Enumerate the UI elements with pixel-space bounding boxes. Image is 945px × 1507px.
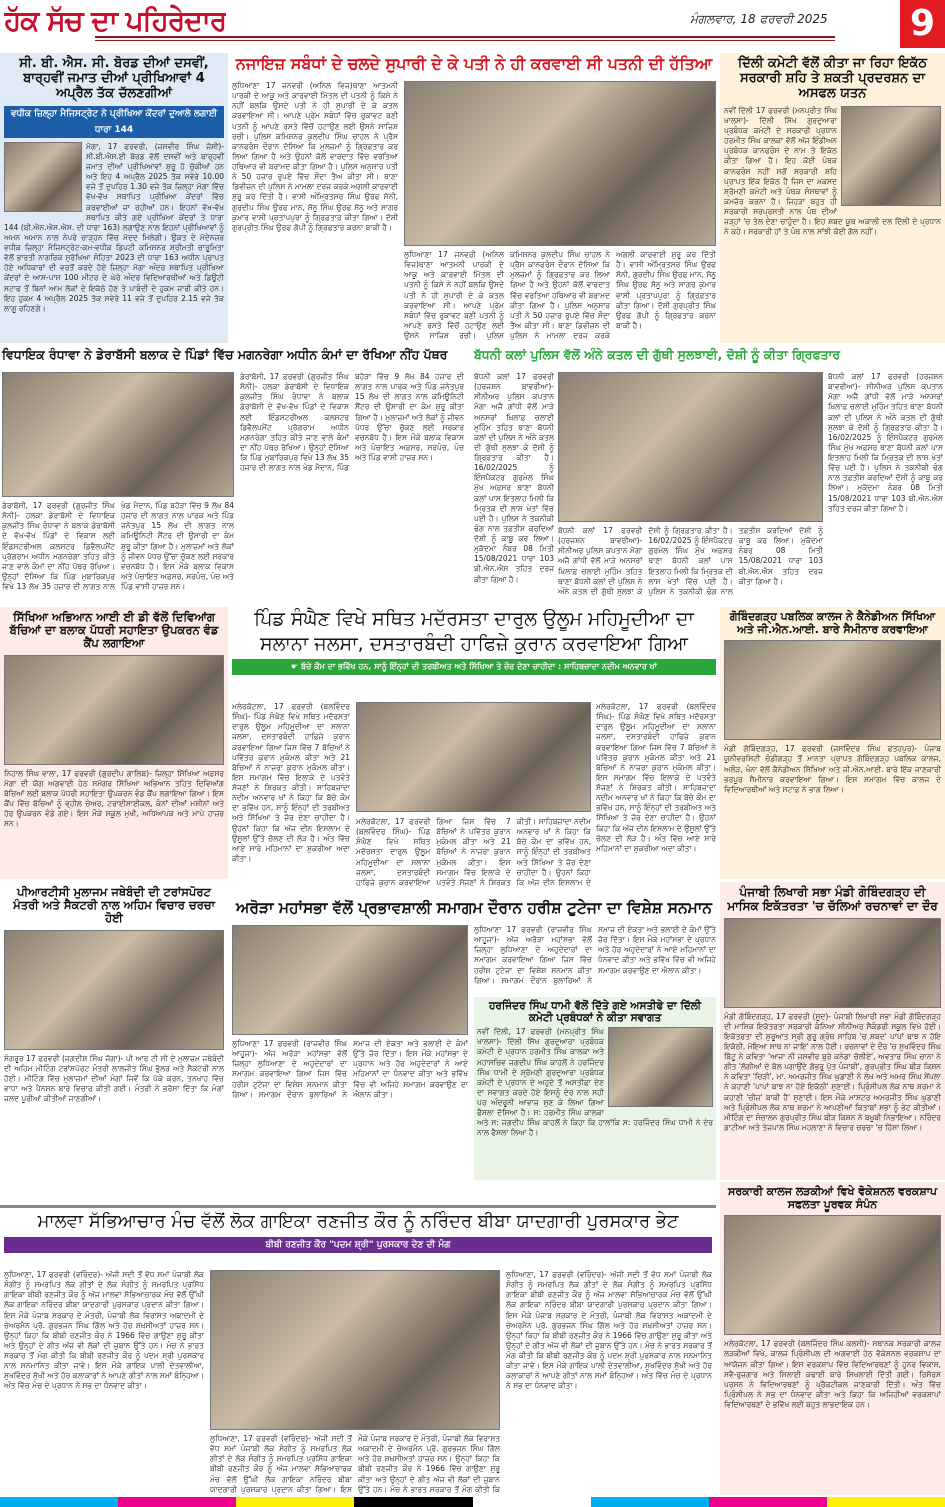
story-malwa: [0, 1205, 716, 1495]
article-body-cont: ਡੇਰਾਬੱਸੀ, 17 ਫਰਵਰੀ (ਗੁਰਜੀਤ ਸਿੰਘ ਸੋਨੀ)- ਹਲਕਾ ਡੇਰਾਬੱਸੀ ਦੇ ਵਿਧਾਇਕ ਕੁਲਜੀਤ ਸਿੰਘ ਰੰਧਾਵਾ ਨੇ ਬਲਾਕ ਡੇਰਾਬੱਸੀ ਦੇ ਵੱਖ-ਵੱਖ ਪਿੰਡਾਂ ਦੇ ਵਿਕਾਸ ਲਈ ਇੰਡਸਟਰੀਅਲ ਕਲਸਟਰ ਡਿਵੈਲਪਮੈਂਟ ਪ੍ਰੋਗਰਾਮ ਅਧੀਨ ਮਗਨਰੇਗਾ ਤਹਿਤ ਕੀਤੇ ਜਾਣ ਵਾਲੇ ਕੰਮਾਂ ਦਾ ਨੀਂਹ ਪੱਥਰ ਰੱਖਿਆ। ਉਨ੍ਹਾਂ ਦੱਸਿਆ ਕਿ ਪਿੰਡ ਮੁਬਾਰਿਕਪੁਰ ਵਿਖੇ 13 ਲੱਖ 35 ਹਜ਼ਾਰ ਦੀ ਲਾਗਤ ਨਾਲ ਖੇਡ ਮੈਦਾਨ, ਪਿੰਡ ਬਹੋੜਾ ਵਿੱਚ 9 ਲੱਖ 84 ਹਜ਼ਾਰ ਦੀ ਲਾਗਤ ਨਾਲ ਪਾਰਕ ਅਤੇ ਪਿੰਡ ਜਨੇਤਪੁਰ 15 ਲੱਖ ਦੀ ਲਾਗਤ ਨਾਲ ਕਮਿਊਨਿਟੀ ਸੈਂਟਰ ਦੀ ਉਸਾਰੀ ਦਾ ਕੰਮ ਸ਼ੁਰੂ ਕੀਤਾ ਗਿਆ ਹੈ। ਮੁਲਾਜ਼ਮਾਂ ਅਤੇ ਲੋਕਾਂ ਨੂੰ ਜੀਵਨ ਪੱਧਰ ਉੱਚਾ ਚੁੱਕਣ ਲਈ ਸਰਕਾਰ ਵਚਨਬੱਧ ਹੈ। ਇਸ ਮੌਕੇ ਬਲਾਕ ਵਿਕਾਸ ਅਤੇ ਪੰਚਾਇਤ ਅਫ਼ਸਰ, ਸਰਪੰਚ, ਪੰਚ ਅਤੇ ਪਿੰਡ ਵਾਸੀ ਹਾਜ਼ਰ ਸਨ।: [240, 372, 464, 473]
headline: ਮਾਲਵਾ ਸੱਭਿਆਚਾਰ ਮੰਚ ਵੱਲੋਂ ਲੋਕ ਗਾਇਕਾ ਰਣਜੀਤ ਕੌਰ ਨੂੰ ਨਰਿੰਦਰ ਬੀਬਾ ਯਾਦਗਾਰੀ ਪੁਰਸਕਾਰ ਭੇਟ: [37, 1211, 679, 1232]
article-body: ਮੰਡੀ ਗੋਬਿੰਦਗੜ੍ਹ, 17 ਫਰਵਰੀ (ਸੂਦ)- ਪੰਜਾਬੀ ਲਿਖਾਰੀ ਸਭਾ ਮੰਡੀ ਗੋਬਿੰਦਗੜ੍ਹ ਦੀ ਮਾਸਿਕ ਇਕੱਤਰਤਾ ਸਰਕਾਰੀ ਕੰਨਿਆ ਸੀਨੀਅਰ ਸੈਕੰਡਰੀ ਸਕੂਲ ਵਿਖੇ ਹੋਈ। ਇਕੱਤਰਤਾ ਦੀ ਸ਼ੁਰੂਆਤ ਸ੍ਰੀ ਗੁਰੂ ਗ੍ਰੰਥ ਸਾਹਿਬ 'ਚ ਸ਼ਬਦ' ਪਾਪਾਂ ਬਾਝ ਨ ਹੋਇ ਇਕੱਠੀ, ਮੋਇਆ ਸਾਥ ਨਾ ਜਾਇ' ਨਾਲ ਹੋਈ। ਰਚਨਾਵਾਂ ਦੇ ਦੌਰ 'ਚ ਸੁਖਵਿੰਦਰ ਸਿੰਘ ਬਿੱਟੂ ਨੇ ਕਵਿਤਾ 'ਆਜਾ ਨੀ ਜਸਵੀਰ ਬੁਰੇ ਕਨੇਡਾ ਚੱਲੀਏ', ਅਵਤਾਰ ਸਿੰਘ ਚਾਨਾ ਨੇ ਗੀਤ 'ਲੱਗੀਆਂ ਦੇ ਬੋਲ ਪਗਾਉਂਦੇ ਗੱਭਰੂ ਪੁੱਤ ਪੰਜਾਬੀ', ਗੁਰਪ੍ਰੀਤ ਸਿੰਘ ਬੀੜ ਕਿਸ਼ਨ ਨੇ ਕਵਿਤਾ 'ਚਿੜੀ', ਮਾ. ਅਮਰਜੀਤ ਸਿੰਘ ਘੁਡਾਣੀ ਨੇ ਲੇਖ ਅਤੇ ਅਮਰ ਸਿੰਘ ਸੇਂਪਲਾ ਨੇ ਕਹਾਣੀ 'ਪਾਪਾਂ ਬਾਝ ਨਾ ਹੋਏ ਇਕੱਠੀ' ਸੁਣਾਈ। ਪ੍ਰਿੰਸੀਪਲ ਲੋਕ ਨਾਥ ਸ਼ਰਮਾ ਨੇ ਕਹਾਣੀ 'ਚੀਜ਼' ਬਾਕੀ ਹੈ' ਸੁਣਾਈ। ਇਸ ਮੌਕੇ ਮਾਸਟਰ ਅਮਰਜੀਤ ਸਿੰਘ ਘੁਡਾਣੀ ਅਤੇ ਪ੍ਰਿੰਸੀਪਲ ਲੋਕ ਨਾਥ ਸ਼ਰਮਾ ਨੇ ਆਪਣੀਆਂ ਕਿਤਾਬਾਂ ਸਭਾ ਨੂੰ ਭੇਟ ਕੀਤੀਆਂ। ਮੀਟਿੰਗ ਦਾ ਸੰਚਾਲਨ ਗੁਰਪ੍ਰੀਤ ਸਿੰਘ ਬੀੜ ਕਿਸ਼ਨ ਨੇ ਬਖੂਬੀ ਨਿਭਾਇਆ। ਨਰਿੰਦਰ ਡਾਟੀਆ ਅਤੇ ਤੇਜਪਾਲ ਸਿੰਘ ਮਹਲਾਣਾ ਨੇ ਵਿਚਾਰ ਚਰਚਾ 'ਚ ਹਿੱਸਾ ਲਿਆ।: [724, 1011, 941, 1132]
headline: ਬੱਧਨੀ ਕਲਾਂ ਪੁਲਿਸ ਵੱਲੋਂ ਅੰਨੇ ਕਤਲ ਦੀ ਗੁੱਥੀ ਸੁਲਝਾਈ, ਦੋਸ਼ੀ ਨੂੰ ਕੀਤਾ ਗ੍ਰਿਫਤਾਰ: [474, 347, 840, 362]
headline: ਦਿੱਲੀ ਕਮੇਟੀ ਵੱਲੋਂ ਕੀਤਾ ਜਾ ਰਿਹਾ ਇਕੱਠ ਸਰਕਾਰੀ ਸ਼ਹਿ ਤੇ ਸ਼ਕਤੀ ਪ੍ਰਦਰਸ਼ਨ ਦਾ ਅਸਫਲ ਯਤਨ: [738, 56, 927, 101]
issue-date: ਮੰਗਲਵਾਰ, 18 ਫਰਵਰੀ 2025: [690, 12, 828, 26]
article-body: ਮਲੇਰਕੋਟਲਾ, 17 ਫਰਵਰੀ (ਬਲਵਿੰਦਰ ਸਿੰਘ)- ਪਿੰਡ ਸੰਘੈਣ ਵਿਖੇ ਸਥਿਤ ਮਦੱਰਸਤਾ ਦਾਰੁਲ ਉਲੂਮ ਮਹਿਮੂਦੀਆ ਦਾ ਸਲਾਨਾ ਜਲਸਾ, ਦਸਤਾਰਬੰਦੀ ਹਾਫਿਜ਼ੇ ਕੁਰਾਨ ਕਰਵਾਇਆ ਗਿਆ ਜਿਸ ਵਿੱਚ 7 ਬੱਚਿਆਂ ਨੇ ਪਵਿੱਤਰ ਕੁਰਾਨ ਮੁਕੰਮਲ ਕੀਤਾ ਅਤੇ 21 ਬੱਚਿਆਂ ਨੇ ਨਾਜ਼ਰਾ ਕੁਰਾਨ ਮੁਕੰਮਲ ਕੀਤਾ। ਇਸ ਸਮਾਗਮ ਵਿੱਚ ਇਲਾਕੇ ਦੇ ਪਤਵੰਤੇ ਸੱਜਣਾਂ ਨੇ ਸ਼ਿਰਕਤ ਕੀਤੀ। ਸਾਹਿਬਜ਼ਾਦਾ ਨਦੀਮ ਅਨਵਾਰ ਖਾਂ ਨੇ ਕਿਹਾ ਕਿ ਬੱਚੇ ਕੌਮ ਦਾ ਭਵਿੱਖ ਹਨ, ਸਾਨੂੰ ਇੰਨ੍ਹਾਂ ਦੀ ਤਰਬੀਅਤ ਅਤੇ ਸਿੱਖਿਆ ਤੇ ਜ਼ੋਰ ਦੇਣਾ ਚਾਹੀਦਾ ਹੈ। ਉਹਨਾਂ ਕਿਹਾ ਕਿ ਅੱਜ ਦੀਨ ਇਸਲਾਮ ਦੇ ਉਸੂਲਾਂ ਉੱਤੇ ਚੱਲਣ ਦੀ ਲੋੜ ਹੈ। ਅੰਤ ਵਿੱਚ ਆਏ ਸਾਰੇ ਮਹਿਮਾਨਾਂ ਦਾ ਸ਼ੁਕਰੀਆ ਅਦਾ ਕੀਤਾ।: [232, 702, 350, 863]
headline: ਹਰਜਿੰਦਰ ਸਿੰਘ ਧਾਮੀ ਵੱਲੋਂ ਦਿੱਤੇ ਗਏ ਅਸਤੀਫੇ ਦਾ ਦਿੱਲੀ ਕਮੇਟੀ ਪ੍ਰਬੰਧਕਾਂ ਨੇ ਕੀਤਾ ਸਵਾਗਤ: [488, 1000, 702, 1025]
newspaper-logo: ਹੱਕ ਸੱਚ ਦਾ ਪਹਿਰੇਦਾਰ: [4, 4, 227, 37]
article-body-cont: ਲੁਧਿਆਣਾ 17 ਜਨਵਰੀ (ਅਨਿਲ ਵਿਜ)ਥਾਣਾ ਆਤਮਨੀ ਪਾਰਕੀ ਦੇ ਆਕੂ ਅਤੇ ਕਾਰਵਾਈ ਮਿੱਤਲ ਦੀ ਪਤਨੀ ਨੂੰ ਕਿਸੇ ਨੇ ਨਹੀਂ ਬਲਕਿ ਉਸਦੇ ਪਤੀ ਨੇ ਹੀ ਸੁਪਾਰੀ ਦੇ ਕੇ ਕਤਲ ਕਰਵਾਇਆ ਸੀ। ਆਪਣੇ ਪ੍ਰੇਮ ਸਬੰਧਾਂ ਵਿੱਚ ਰੁਕਾਵਟ ਬਣੀ ਪਤਨੀ ਨੂੰ ਆਪਣੇ ਰਸਤੇ ਵਿੱਚੋਂ ਹਟਾਉਣ ਲਈ ਉਸਨੇ ਸਾਜ਼ਿਸ਼ ਰਚੀ। ਪੁਲਿਸ ਕਮਿਸ਼ਨਰ ਕੁਲਦੀਪ ਸਿੰਘ ਚਾਹਲ ਨੇ ਪ੍ਰੈਸ ਕਾਨਫਰੰਸ ਦੌਰਾਨ ਦੱਸਿਆ ਕਿ ਮੁਲਜ਼ਮਾਂ ਨੂੰ ਗ੍ਰਿਫ਼ਤਾਰ ਕਰ ਲਿਆ ਗਿਆ ਹੈ ਅਤੇ ਉਹਨਾਂ ਕੋਲੋਂ ਵਾਰਦਾਤ ਵਿੱਚ ਵਰਤਿਆ ਹਥਿਆਰ ਵੀ ਬਰਾਮਦ ਕੀਤਾ ਗਿਆ ਹੈ। ਪੁਲਿਸ ਅਨੁਸਾਰ ਪਤੀ ਨੇ 50 ਹਜ਼ਾਰ ਰੁਪਏ ਵਿੱਚ ਸੌਦਾ ਤੈਅ ਕੀਤਾ ਸੀ। ਥਾਣਾ ਡਿਵੀਜ਼ਨ ਦੀ ਪੁਲਿਸ ਨੇ ਮਾਮਲਾ ਦਰਜ ਕਰਕੇ ਅਗਲੀ ਕਾਰਵਾਈ ਸ਼ੁਰੂ ਕਰ ਦਿੱਤੀ ਹੈ। ਵਾਸੀ ਅੰਮ੍ਰਿਤਸਰ ਸਿੰਘ ਉਰਫ ਸੋਨੀ, ਗੁਰਦੀਪ ਸਿੰਘ ਉਰਫ ਮਾਨ, ਸੋਨੂ ਸਿੰਘ ਉਰਫ ਸੋਨੂ ਅਤੇ ਸਾਗਰ ਕੁਮਾਰ ਵਾਸੀ ਪ੍ਰਤਾਪਪੁਰਾ ਨੂੰ ਗ੍ਰਿਫ਼ਤਾਰ ਕੀਤਾ ਗਿਆ। ਦੋਸ਼ੀ ਗੁਰਪ੍ਰੀਤ ਸਿੰਘ ਉਰਫ ਗੋਪੀ ਨੂੰ ਗ੍ਰਿਫਤਾਰ ਕਰਨਾ ਬਾਕੀ ਹੈ।: [404, 250, 716, 340]
page-number: 9: [900, 0, 945, 48]
masthead-rule: [95, 36, 835, 41]
article-body: ਬੱਧਨੀ ਕਲਾਂ 17 ਫਰਵਰੀ (ਹਰਜਸ਼ਨ ਬਾਵਰੀਆ)- ਸੀਨੀਅਰ ਪੁਲਿਸ ਕਪਤਾਨ ਮੋਗਾ ਅਜੈ ਗਾਂਧੀ ਵੱਲੋਂ ਮਾੜੇ ਅਨਸਰਾਂ ਖ਼ਿਲਾਫ਼ ਚਲਾਈ ਮੁਹਿੰਮ ਤਹਿਤ ਥਾਣਾ ਬੱਧਨੀ ਕਲਾਂ ਦੀ ਪੁਲਿਸ ਨੇ ਅੰਨੇ ਕਤਲ ਦੀ ਗੁੱਥੀ ਸੁਲਝਾ ਕੇ ਦੋਸ਼ੀ ਨੂੰ ਗ੍ਰਿਫ਼ਤਾਰ ਕੀਤਾ ਹੈ। 16/02/2025 ਨੂੰ ਇੰਸਪੈਕਟਰ ਗੁਰਮੇਲ ਸਿੰਘ ਮੁੱਖ ਅਫ਼ਸਰ ਥਾਣਾ ਬੱਧਨੀ ਕਲਾਂ ਪਾਸ ਇਤਲਾਹ ਮਿਲੀ ਕਿ ਮ੍ਰਿਤਕ ਦੀ ਲਾਸ਼ ਖੇਤਾਂ ਵਿੱਚ ਪਈ ਹੈ। ਪੁਲਿਸ ਨੇ ਤਕਨੀਕੀ ਢੰਗ ਨਾਲ ਤਫ਼ਤੀਸ਼ ਕਰਦਿਆਂ ਦੋਸ਼ੀ ਨੂੰ ਕਾਬੂ ਕਰ ਲਿਆ। ਮੁਕੱਦਮਾ ਨੰਬਰ 08 ਮਿਤੀ 15/08/2021 ਧਾਰਾ 103 ਬੀ.ਐਨ.ਐਸ ਤਹਿਤ ਦਰਜ ਕੀਤਾ ਗਿਆ ਹੈ।: [474, 372, 554, 584]
article-body-cont: ਬੱਧਨੀ ਕਲਾਂ 17 ਫਰਵਰੀ (ਹਰਜਸ਼ਨ ਬਾਵਰੀਆ)- ਸੀਨੀਅਰ ਪੁਲਿਸ ਕਪਤਾਨ ਮੋਗਾ ਅਜੈ ਗਾਂਧੀ ਵੱਲੋਂ ਮਾੜੇ ਅਨਸਰਾਂ ਖ਼ਿਲਾਫ਼ ਚਲਾਈ ਮੁਹਿੰਮ ਤਹਿਤ ਥਾਣਾ ਬੱਧਨੀ ਕਲਾਂ ਦੀ ਪੁਲਿਸ ਨੇ ਅੰਨੇ ਕਤਲ ਦੀ ਗੁੱਥੀ ਸੁਲਝਾ ਕੇ ਦੋਸ਼ੀ ਨੂੰ ਗ੍ਰਿਫ਼ਤਾਰ ਕੀਤਾ ਹੈ। 16/02/2025 ਨੂੰ ਇੰਸਪੈਕਟਰ ਗੁਰਮੇਲ ਸਿੰਘ ਮੁੱਖ ਅਫ਼ਸਰ ਥਾਣਾ ਬੱਧਨੀ ਕਲਾਂ ਪਾਸ ਇਤਲਾਹ ਮਿਲੀ ਕਿ ਮ੍ਰਿਤਕ ਦੀ ਲਾਸ਼ ਖੇਤਾਂ ਵਿੱਚ ਪਈ ਹੈ। ਪੁਲਿਸ ਨੇ ਤਕਨੀਕੀ ਢੰਗ ਨਾਲ ਤਫ਼ਤੀਸ਼ ਕਰਦਿਆਂ ਦੋਸ਼ੀ ਨੂੰ ਕਾਬੂ ਕਰ ਲਿਆ। ਮੁਕੱਦਮਾ ਨੰਬਰ 08 ਮਿਤੀ 15/08/2021 ਧਾਰਾ 103 ਬੀ.ਐਨ.ਐਸ ਤਹਿਤ ਦਰਜ ਕੀਤਾ ਗਿਆ ਹੈ।: [558, 526, 823, 596]
story-likhari: [720, 882, 945, 1180]
photo: [356, 702, 591, 812]
article-body-cont: ਮਲੇਰਕੋਟਲਾ, 17 ਫਰਵਰੀ (ਬਲਵਿੰਦਰ ਸਿੰਘ)- ਪਿੰਡ ਸੰਘੈਣ ਵਿਖੇ ਸਥਿਤ ਮਦੱਰਸਤਾ ਦਾਰੁਲ ਉਲੂਮ ਮਹਿਮੂਦੀਆ ਦਾ ਸਲਾਨਾ ਜਲਸਾ, ਦਸਤਾਰਬੰਦੀ ਹਾਫਿਜ਼ੇ ਕੁਰਾਨ ਕਰਵਾਇਆ ਗਿਆ ਜਿਸ ਵਿੱਚ 7 ਬੱਚਿਆਂ ਨੇ ਪਵਿੱਤਰ ਕੁਰਾਨ ਮੁਕੰਮਲ ਕੀਤਾ ਅਤੇ 21 ਬੱਚਿਆਂ ਨੇ ਨਾਜ਼ਰਾ ਕੁਰਾਨ ਮੁਕੰਮਲ ਕੀਤਾ। ਇਸ ਸਮਾਗਮ ਵਿੱਚ ਇਲਾਕੇ ਦੇ ਪਤਵੰਤੇ ਸੱਜਣਾਂ ਨੇ ਸ਼ਿਰਕਤ ਕੀਤੀ। ਸਾਹਿਬਜ਼ਾਦਾ ਨਦੀਮ ਅਨਵਾਰ ਖਾਂ ਨੇ ਕਿਹਾ ਕਿ ਬੱਚੇ ਕੌਮ ਦਾ ਭਵਿੱਖ ਹਨ, ਸਾਨੂੰ ਇੰਨ੍ਹਾਂ ਦੀ ਤਰਬੀਅਤ ਅਤੇ ਸਿੱਖਿਆ ਤੇ ਜ਼ੋਰ ਦੇਣਾ ਚਾਹੀਦਾ ਹੈ। ਉਹਨਾਂ ਕਿਹਾ ਕਿ ਅੱਜ ਦੀਨ ਇਸਲਾਮ ਦੇ: [356, 817, 591, 887]
story-sikhia: [0, 607, 228, 879]
article-body-side: ਲੁਧਿਆਣਾ, 17 ਫਰਵਰੀ (ਵਰਿੰਦਰ)- ਅੱਜੀ ਸਦੀ ਤੋਂ ਵੱਧ ਸਮਾਂ ਪੰਜਾਬੀ ਲੋਕ ਸੰਗੀਤ ਨੂੰ ਸਮਰਪਿਤ ਲੋਕ ਗੀਤਾਂ ਦੇ ਲੋਕ ਸੰਗੀਤ ਨੂੰ ਸਮਰਪਿਤ ਪ੍ਰਸਿੱਧ ਗਾਇਕਾ ਬੀਬੀ ਰਣਜੀਤ ਕੌਰ ਨੂੰ ਅੱਜ ਮਾਲਵਾ ਸੱਭਿਆਚਾਰਕ ਮੰਚ ਵੱਲੋਂ ਉੱਘੀ ਲੋਕ ਗਾਇਕਾ ਨਰਿੰਦਰ ਬੀਬਾ ਯਾਦਗਾਰੀ ਪੁਰਸਕਾਰ ਪ੍ਰਦਾਨ ਕੀਤਾ ਗਿਆ। ਇਸ ਮੌਕੇ ਪੰਜਾਬ ਸਰਕਾਰ ਦੇ ਮੰਤਰੀ, ਪੰਜਾਬੀ ਲੋਕ ਵਿਰਾਸਤ ਅਕਾਦਮੀ ਦੇ ਚੇਅਰਮੈਨ ਪ੍ਰੋ. ਗੁਰਭਜਨ ਸਿੰਘ ਗਿੱਲ ਅਤੇ ਹੋਰ ਸ਼ਖ਼ਸੀਅਤਾਂ ਹਾਜ਼ਰ ਸਨ। ਉਨ੍ਹਾਂ ਕਿਹਾ ਕਿ ਬੀਬੀ ਰਣਜੀਤ ਕੌਰ ਨੇ 1966 ਵਿੱਚ ਗਾਉਣਾ ਸ਼ੁਰੂ ਕੀਤਾ ਅਤੇ ਉਨ੍ਹਾਂ ਦੇ ਗੀਤ ਅੱਜ ਵੀ ਲੋਕਾਂ ਦੀ ਜ਼ੁਬਾਨ ਉੱਤੇ ਹਨ। ਮੰਚ ਨੇ ਭਾਰਤ ਸਰਕਾਰ ਤੋਂ ਮੰਗ ਕੀਤੀ ਕਿ ਬੀਬੀ ਰਣਜੀਤ ਕੌਰ ਨੂੰ ਪਦਮ ਸ਼੍ਰੀ ਪੁਰਸਕਾਰ ਨਾਲ ਸਨਮਾਨਿਤ ਕੀਤਾ ਜਾਵੇ। ਇਸ ਮੌਕੇ ਗਾਇਕ ਪਾਲੀ ਦੇਤਵਾਲੀਆ, ਸੁਖਵਿੰਦਰ ਸੁੱਖੀ ਅਤੇ ਹੋਰ ਕਲਾਕਾਰਾਂ ਨੇ ਆਪਣੇ ਗੀਤਾਂ ਨਾਲ ਸਮਾਂ ਬੰਨ੍ਹਿਆ। ਅੰਤ ਵਿੱਚ ਮੰਚ ਦੇ ਪ੍ਰਧਾਨ ਨੇ ਸਭ ਦਾ ਧੰਨਵਾਦ ਕੀਤਾ।: [506, 1270, 712, 1391]
story-madrasa: [232, 607, 716, 895]
photo: [724, 640, 941, 740]
article-body-cont: ਲੁਧਿਆਣਾ, 17 ਫਰਵਰੀ (ਵਰਿੰਦਰ)- ਅੱਜੀ ਸਦੀ ਤੋਂ ਵੱਧ ਸਮਾਂ ਪੰਜਾਬੀ ਲੋਕ ਸੰਗੀਤ ਨੂੰ ਸਮਰਪਿਤ ਲੋਕ ਗੀਤਾਂ ਦੇ ਲੋਕ ਸੰਗੀਤ ਨੂੰ ਸਮਰਪਿਤ ਪ੍ਰਸਿੱਧ ਗਾਇਕਾ ਬੀਬੀ ਰਣਜੀਤ ਕੌਰ ਨੂੰ ਅੱਜ ਮਾਲਵਾ ਸੱਭਿਆਚਾਰਕ ਮੰਚ ਵੱਲੋਂ ਉੱਘੀ ਲੋਕ ਗਾਇਕਾ ਨਰਿੰਦਰ ਬੀਬਾ ਯਾਦਗਾਰੀ ਪੁਰਸਕਾਰ ਪ੍ਰਦਾਨ ਕੀਤਾ ਗਿਆ। ਇਸ ਮੌਕੇ ਪੰਜਾਬ ਸਰਕਾਰ ਦੇ ਮੰਤਰੀ, ਪੰਜਾਬੀ ਲੋਕ ਵਿਰਾਸਤ ਅਕਾਦਮੀ ਦੇ ਚੇਅਰਮੈਨ ਪ੍ਰੋ. ਗੁਰਭਜਨ ਸਿੰਘ ਗਿੱਲ ਅਤੇ ਹੋਰ ਸ਼ਖ਼ਸੀਅਤਾਂ ਹਾਜ਼ਰ ਸਨ। ਉਨ੍ਹਾਂ ਕਿਹਾ ਕਿ ਬੀਬੀ ਰਣਜੀਤ ਕੌਰ ਨੇ 1966 ਵਿੱਚ ਗਾਉਣਾ ਸ਼ੁਰੂ ਕੀਤਾ ਅਤੇ ਉਨ੍ਹਾਂ ਦੇ ਗੀਤ ਅੱਜ ਵੀ ਲੋਕਾਂ ਦੀ ਜ਼ੁਬਾਨ ਉੱਤੇ ਹਨ। ਮੰਚ ਨੇ ਭਾਰਤ ਸਰਕਾਰ ਤੋਂ ਮੰਗ ਕੀਤੀ ਕਿ: [210, 1434, 500, 1494]
article-body: ਸੰਗਰੂਰ 17 ਫਰਵਰੀ (ਜਗਦੀਸ਼ ਸਿੰਘ ਜੱਗਾ)- ਪੀ ਆਰ ਟੀ ਸੀ ਦੇ ਮੁਲਾਜ਼ਮ ਜਥੇਬੰਦੀ ਦੀ ਅਹਿਮ ਮੀਟਿੰਗ ਟਰਾਂਸਪੋਰਟ ਮੰਤਰੀ ਲਾਲਜੀਤ ਸਿੰਘ ਭੁੱਲਰ ਅਤੇ ਸੈਕਟਰੀ ਨਾਲ ਹੋਈ। ਮੀਟਿੰਗ ਵਿੱਚ ਮੁਲਾਜ਼ਮਾਂ ਦੀਆਂ ਮੰਗਾਂ ਜਿਵੇਂ ਕਿ ਪੱਕੇ ਕਰਨ, ਤਨਖਾਹ ਵਿੱਚ ਵਾਧਾ ਅਤੇ ਪੈਨਸ਼ਨ ਬਾਰੇ ਵਿਚਾਰ ਕੀਤੀ ਗਈ। ਮੰਤਰੀ ਨੇ ਭਰੋਸਾ ਦਿੱਤਾ ਕਿ ਮੰਗਾਂ ਜਲਦ ਪੂਰੀਆਂ ਕੀਤੀਆਂ ਜਾਣਗੀਆਂ।: [4, 1053, 224, 1104]
article-body-cont: ਲੁਧਿਆਣਾ 17 ਫਰਵਰੀ (ਰਾਜਵੀਰ ਸਿੰਘ ਆਹੂਜਾ)- ਅੱਜ ਅਰੋੜਾ ਮਹਾਂਸਭਾ ਵੱਲੋਂ ਜ਼ਿਲ੍ਹਾ ਲੁਧਿਆਣਾ ਦੇ ਅਹੁਦੇਦਾਰਾਂ ਦਾ ਸਮਾਗਮ ਕਰਵਾਇਆ ਗਿਆ ਜਿਸ ਵਿੱਚ ਹਰੀਸ਼ ਟੁਟੇਜਾ ਦਾ ਵਿਸ਼ੇਸ਼ ਸਨਮਾਨ ਕੀਤਾ ਗਿਆ। ਸਮਾਗਮ ਦੌਰਾਨ ਬੁਲਾਰਿਆਂ ਨੇ ਸਮਾਜ ਦੀ ਏਕਤਾ ਅਤੇ ਭਲਾਈ ਦੇ ਕੰਮਾਂ ਉੱਤੇ ਜ਼ੋਰ ਦਿੱਤਾ। ਇਸ ਮੌਕੇ ਮਹਾਂਸਭਾ ਦੇ ਪ੍ਰਧਾਨ ਅਤੇ ਹੋਰ ਅਹੁਦੇਦਾਰਾਂ ਨੇ ਆਏ ਮਹਿਮਾਨਾਂ ਦਾ ਧੰਨਵਾਦ ਕੀਤਾ ਅਤੇ ਭਵਿੱਖ ਵਿੱਚ ਵੀ ਅਜਿਹੇ ਸਮਾਗਮ ਕਰਵਾਉਣ ਦਾ ਐਲਾਨ ਕੀਤਾ।: [474, 925, 716, 985]
article-body: ਮਲੇਰਕੋਟਲਾ, 17 ਫਰਵਰੀ (ਬਲਜਿੰਦਰ ਸਿੰਘ ਕਲਸੀ)- ਸਥਾਨਕ ਸਰਕਾਰੀ ਕਾਲਜ ਲੜਕੀਆਂ ਵਿਖੇ, ਕਾਲਜ ਪ੍ਰਿੰਸੀਪਲ ਦੀ ਅਗਵਾਈ ਹੇਠ ਵੋਕੇਸ਼ਨਲ ਵਰਕਸ਼ਾਪ ਦਾ ਆਯੋਜਨ ਕੀਤਾ ਗਿਆ। ਇਸ ਵਰਕਸ਼ਾਪ ਵਿੱਚ ਵਿਦਿਆਰਥਣਾਂ ਨੂੰ ਹੁਨਰ ਵਿਕਾਸ, ਸਵੈ-ਰੁਜ਼ਗਾਰ ਅਤੇ ਸਿਲਾਈ ਕਢਾਈ ਬਾਰੇ ਸਿਖਲਾਈ ਦਿੱਤੀ ਗਈ। ਰਿਸੋਰਸ ਪਰਸਨ ਨੇ ਵਿਦਿਆਰਥਣਾਂ ਨੂੰ ਪ੍ਰੈਕਟੀਕਲ ਜਾਣਕਾਰੀ ਦਿੱਤੀ। ਅੰਤ ਵਿੱਚ ਪ੍ਰਿੰਸੀਪਲ ਨੇ ਸਭ ਦਾ ਧੰਨਵਾਦ ਕੀਤਾ ਅਤੇ ਕਿਹਾ ਕਿ ਅਜਿਹੀਆਂ ਵਰਕਸ਼ਾਪਾਂ ਵਿਦਿਆਰਥਣਾਂ ਦੇ ਭਵਿੱਖ ਲਈ ਬਹੁਤ ਲਾਭਦਾਇਕ ਹਨ।: [724, 1339, 941, 1410]
photo: [841, 106, 941, 206]
story-dhami: [474, 997, 716, 1180]
photo: [4, 930, 224, 1050]
story-randhawa: [0, 346, 466, 604]
story-badhni: [472, 346, 945, 604]
masthead: [0, 0, 945, 52]
photo: [404, 81, 716, 246]
color-registration-bar: [0, 1497, 945, 1507]
article-body: ਲੁਧਿਆਣਾ 17 ਜਨਵਰੀ (ਅਨਿਲ ਵਿਜ)ਥਾਣਾ ਆਤਮਨੀ ਪਾਰਕੀ ਦੇ ਆਕੂ ਅਤੇ ਕਾਰਵਾਈ ਮਿੱਤਲ ਦੀ ਪਤਨੀ ਨੂੰ ਕਿਸੇ ਨੇ ਨਹੀਂ ਬਲਕਿ ਉਸਦੇ ਪਤੀ ਨੇ ਹੀ ਸੁਪਾਰੀ ਦੇ ਕੇ ਕਤਲ ਕਰਵਾਇਆ ਸੀ। ਆਪਣੇ ਪ੍ਰੇਮ ਸਬੰਧਾਂ ਵਿੱਚ ਰੁਕਾਵਟ ਬਣੀ ਪਤਨੀ ਨੂੰ ਆਪਣੇ ਰਸਤੇ ਵਿੱਚੋਂ ਹਟਾਉਣ ਲਈ ਉਸਨੇ ਸਾਜ਼ਿਸ਼ ਰਚੀ। ਪੁਲਿਸ ਕਮਿਸ਼ਨਰ ਕੁਲਦੀਪ ਸਿੰਘ ਚਾਹਲ ਨੇ ਪ੍ਰੈਸ ਕਾਨਫਰੰਸ ਦੌਰਾਨ ਦੱਸਿਆ ਕਿ ਮੁਲਜ਼ਮਾਂ ਨੂੰ ਗ੍ਰਿਫ਼ਤਾਰ ਕਰ ਲਿਆ ਗਿਆ ਹੈ ਅਤੇ ਉਹਨਾਂ ਕੋਲੋਂ ਵਾਰਦਾਤ ਵਿੱਚ ਵਰਤਿਆ ਹਥਿਆਰ ਵੀ ਬਰਾਮਦ ਕੀਤਾ ਗਿਆ ਹੈ। ਪੁਲਿਸ ਅਨੁਸਾਰ ਪਤੀ ਨੇ 50 ਹਜ਼ਾਰ ਰੁਪਏ ਵਿੱਚ ਸੌਦਾ ਤੈਅ ਕੀਤਾ ਸੀ। ਥਾਣਾ ਡਿਵੀਜ਼ਨ ਦੀ ਪੁਲਿਸ ਨੇ ਮਾਮਲਾ ਦਰਜ ਕਰਕੇ ਅਗਲੀ ਕਾਰਵਾਈ ਸ਼ੁਰੂ ਕਰ ਦਿੱਤੀ ਹੈ। ਵਾਸੀ ਅੰਮ੍ਰਿਤਸਰ ਸਿੰਘ ਉਰਫ ਸੋਨੀ, ਗੁਰਦੀਪ ਸਿੰਘ ਉਰਫ ਮਾਨ, ਸੋਨੂ ਸਿੰਘ ਉਰਫ ਸੋਨੂ ਅਤੇ ਸਾਗਰ ਕੁਮਾਰ ਵਾਸੀ ਪ੍ਰਤਾਪਪੁਰਾ ਨੂੰ ਗ੍ਰਿਫ਼ਤਾਰ ਕੀਤਾ ਗਿਆ। ਦੋਸ਼ੀ ਗੁਰਪ੍ਰੀਤ ਸਿੰਘ ਉਰਫ ਗੋਪੀ ਨੂੰ ਗ੍ਰਿਫਤਾਰ ਕਰਨਾ ਬਾਕੀ ਹੈ।: [232, 81, 398, 232]
article-body: ਨਵੀਂ ਦਿੱਲੀ, 17 ਫਰਵਰੀ (ਮਨਪ੍ਰੀਤ ਸਿੰਘ ਖਾਲਸਾ)- ਦਿੱਲੀ ਸਿੱਖ ਗੁਰਦੁਆਰਾ ਪ੍ਰਬੰਧਕ ਕਮੇਟੀ ਦੇ ਪ੍ਰਧਾਨ ਹਰਮੀਤ ਸਿੰਘ ਕਾਲਕਾ ਅਤੇ ਮਹਾਸਚਿਵ ਜਗਦੀਪ ਸਿੰਘ ਕਾਹਲੋਂ ਨੇ ਹਰਜਿੰਦਰ ਸਿੰਘ ਧਾਮੀ ਦੇ ਸ਼੍ਰੋਮਣੀ ਗੁਰਦੁਆਰਾ ਪ੍ਰਬੰਧਕ ਕਮੇਟੀ ਦੇ ਪ੍ਰਧਾਨ ਦੇ ਅਹੁਦੇ ਤੋਂ ਅਸਤੀਫਾ ਦੇਣ ਦਾ ਸਵਾਗਤ ਕਰਦੇ ਹੋਏ ਇਸਨੂੰ ਦੇਰ ਨਾਲ ਸਹੀ ਪਰ ਅੰਦਰੂਨੀ ਆਵਾਜ਼ ਸੁਣ ਕੇ ਲਿਆ ਗਿਆ ਫੈਸਲਾ ਦੱਸਿਆ ਹੈ। ਸ: ਹਰਮੀਤ ਸਿੰਘ ਕਾਲਕਾ ਅਤੇ ਸ: ਜਗਦੀਪ ਸਿੰਘ ਕਾਹਲੋਂ ਨੇ ਕਿਹਾ ਕਿ ਹਾਲਾਂਕਿ ਸ: ਹਰਜਿੰਦਰ ਸਿੰਘ ਧਾਮੀ ਨੇ ਦੇਰ ਨਾਲ ਫੈਸਲਾ ਲਿਆ ਹੈ।: [477, 1027, 713, 1138]
photo: [608, 1027, 713, 1107]
photo: [232, 925, 468, 1035]
article-body: ਲੁਧਿਆਣਾ, 17 ਫਰਵਰੀ (ਵਰਿੰਦਰ)- ਅੱਜੀ ਸਦੀ ਤੋਂ ਵੱਧ ਸਮਾਂ ਪੰਜਾਬੀ ਲੋਕ ਸੰਗੀਤ ਨੂੰ ਸਮਰਪਿਤ ਲੋਕ ਗੀਤਾਂ ਦੇ ਲੋਕ ਸੰਗੀਤ ਨੂੰ ਸਮਰਪਿਤ ਪ੍ਰਸਿੱਧ ਗਾਇਕਾ ਬੀਬੀ ਰਣਜੀਤ ਕੌਰ ਨੂੰ ਅੱਜ ਮਾਲਵਾ ਸੱਭਿਆਚਾਰਕ ਮੰਚ ਵੱਲੋਂ ਉੱਘੀ ਲੋਕ ਗਾਇਕਾ ਨਰਿੰਦਰ ਬੀਬਾ ਯਾਦਗਾਰੀ ਪੁਰਸਕਾਰ ਪ੍ਰਦਾਨ ਕੀਤਾ ਗਿਆ। ਇਸ ਮੌਕੇ ਪੰਜਾਬ ਸਰਕਾਰ ਦੇ ਮੰਤਰੀ, ਪੰਜਾਬੀ ਲੋਕ ਵਿਰਾਸਤ ਅਕਾਦਮੀ ਦੇ ਚੇਅਰਮੈਨ ਪ੍ਰੋ. ਗੁਰਭਜਨ ਸਿੰਘ ਗਿੱਲ ਅਤੇ ਹੋਰ ਸ਼ਖ਼ਸੀਅਤਾਂ ਹਾਜ਼ਰ ਸਨ। ਉਨ੍ਹਾਂ ਕਿਹਾ ਕਿ ਬੀਬੀ ਰਣਜੀਤ ਕੌਰ ਨੇ 1966 ਵਿੱਚ ਗਾਉਣਾ ਸ਼ੁਰੂ ਕੀਤਾ ਅਤੇ ਉਨ੍ਹਾਂ ਦੇ ਗੀਤ ਅੱਜ ਵੀ ਲੋਕਾਂ ਦੀ ਜ਼ੁਬਾਨ ਉੱਤੇ ਹਨ। ਮੰਚ ਨੇ ਭਾਰਤ ਸਰਕਾਰ ਤੋਂ ਮੰਗ ਕੀਤੀ ਕਿ ਬੀਬੀ ਰਣਜੀਤ ਕੌਰ ਨੂੰ ਪਦਮ ਸ਼੍ਰੀ ਪੁਰਸਕਾਰ ਨਾਲ ਸਨਮਾਨਿਤ ਕੀਤਾ ਜਾਵੇ। ਇਸ ਮੌਕੇ ਗਾਇਕ ਪਾਲੀ ਦੇਤਵਾਲੀਆ, ਸੁਖਵਿੰਦਰ ਸੁੱਖੀ ਅਤੇ ਹੋਰ ਕਲਾਕਾਰਾਂ ਨੇ ਆਪਣੇ ਗੀਤਾਂ ਨਾਲ ਸਮਾਂ ਬੰਨ੍ਹਿਆ। ਅੰਤ ਵਿੱਚ ਮੰਚ ਦੇ ਪ੍ਰਧਾਨ ਨੇ ਸਭ ਦਾ ਧੰਨਵਾਦ ਕੀਤਾ।: [4, 1270, 204, 1391]
article-body: ਮੋਗਾ, 17 ਫਰਵਰੀ, (ਜਸਵੀਰ ਸਿੰਘ ਜੱਸੀ)- ਸੀ.ਬੀ.ਐਸ.ਈ ਬੋਰਡ ਵੱਲੋਂ ਦਸਵੀਂ ਅਤੇ ਬਾਰ੍ਹਵੀਂ ਜਮਾਤ ਦੀਆਂ ਪ੍ਰੀਖਿਆਵਾਂ ਸ਼ੁਰੂ ਹੋ ਚੁੱਕੀਆਂ ਹਨ ਅਤੇ ਇਹ 4 ਅਪ੍ਰੈਲ 2025 ਤੱਕ ਸਵੇਰੇ 10.00 ਵਜੇ ਤੋਂ ਦੁਪਹਿਰ 1.30 ਵਜੇ ਤੱਕ ਜ਼ਿਲ੍ਹਾ ਮੋਗਾ ਵਿੱਚ ਵੱਖ-ਵੱਖ ਸਥਾਪਿਤ ਪ੍ਰੀਖਿਆ ਕੇਂਦਰਾਂ ਵਿੱਚ ਕਰਵਾਈਆਂ ਜਾ ਰਹੀਆਂ ਹਨ। ਇਹਨਾਂ ਵੱਖ-ਵੱਖ ਸਥਾਪਿਤ ਕੀਤੇ ਗਏ ਪ੍ਰੀਖਿਆ ਕੇਂਦਰਾਂ ਤੇ ਧਾਰਾ 144 (ਬੀ.ਐਨ.ਐਸ.ਐਸ. ਦੀ ਧਾਰਾ 163) ਲਗਾਉਣ ਨਾਲ ਇਹਨਾਂ ਪ੍ਰੀਖਿਆਵਾਂ ਨੂੰ ਅਮਨ ਅਮਾਨ ਨਾਲ ਨੇਪਰੇ ਚਾੜ੍ਹਨ ਵਿੱਚ ਮੱਦਦ ਮਿਲੇਗੀ। ਉਕਤ ਦੇ ਮੱਦੇਨਜ਼ਰ ਵਧੀਕ ਜ਼ਿਲ੍ਹਾ ਮੈਜਿਸਟ੍ਰੇਟ-ਕਮ-ਵਧੀਕ ਡਿਪਟੀ ਕਮਿਸ਼ਨਰ ਸ਼੍ਰੀਮਤੀ ਚਾਰੂਮਿਤਾ ਵੱਲੋਂ ਭਾਰਤੀ ਨਾਗਰਿਕ ਸੁਰੱਖਿਆ ਸੰਹਿਤਾ 2023 ਦੀ ਧਾਰਾ 163 ਅਧੀਨ ਪ੍ਰਾਪਤ ਹੋਏ ਅਧਿਕਾਰਾਂ ਦੀ ਵਰਤੋਂ ਕਰਦੇ ਹੋਏ ਜ਼ਿਲ੍ਹਾ ਮੋਗਾ ਅੰਦਰ ਸਥਾਪਿਤ ਪ੍ਰੀਖਿਆ ਕੇਂਦਰਾਂ ਦੇ ਆਸ-ਪਾਸ 100 ਮੀਟਰ ਦੇ ਘੇਰੇ ਅੰਦਰ ਵਿਦਿਆਰਥੀਆਂ ਅਤੇ ਡਿਊਟੀ ਸਟਾਫ ਤੋਂ ਬਿਨਾਂ ਆਮ ਲੋਕਾਂ ਦੇ ਇਕੱਠੇ ਹੋਣ ਤੇ ਪਾਬੰਦੀ ਦੇ ਹੁਕਮ ਜਾਰੀ ਕੀਤੇ ਹਨ। ਇਹ ਹੁਕਮ 4 ਅਪ੍ਰੈਲ 2025 ਤੱਕ ਸਵੇਰੇ 11 ਵਜੇ ਤੋਂ ਦੁਪਹਿਰ 2.15 ਵਜੇ ਤੱਕ ਲਾਗੂ ਰਹਿਣਗੇ।: [4, 141, 224, 313]
story-prtc: [0, 882, 228, 1180]
photo: [4, 142, 82, 212]
story-college: [720, 1182, 945, 1495]
headline: ਸਰਕਾਰੀ ਕਾਲਜ ਲੜਕੀਆਂ ਵਿਖੇ ਵੋਕੇਸ਼ਨਲ ਵਰਕਸ਼ਾਪ ਸਫਲਤਾ ਪੂਰਵਕ ਸੰਪੰਨ: [728, 1185, 937, 1211]
headline: ਵਿਧਾਇਕ ਰੰਧਾਵਾ ਨੇ ਡੇਰਾਬੱਸੀ ਬਲਾਕ ਦੇ ਪਿੰਡਾਂ ਵਿੱਚ ਮਗਨਰੇਗਾ ਅਧੀਨ ਕੰਮਾਂ ਦਾ ਰੱਖਿਆ ਨੀਂਹ ਪੱਥਰ: [2, 347, 448, 362]
story-cbse: [0, 53, 228, 343]
article-body-side: ਮਲੇਰਕੋਟਲਾ, 17 ਫਰਵਰੀ (ਬਲਵਿੰਦਰ ਸਿੰਘ)- ਪਿੰਡ ਸੰਘੈਣ ਵਿਖੇ ਸਥਿਤ ਮਦੱਰਸਤਾ ਦਾਰੁਲ ਉਲੂਮ ਮਹਿਮੂਦੀਆ ਦਾ ਸਲਾਨਾ ਜਲਸਾ, ਦਸਤਾਰਬੰਦੀ ਹਾਫਿਜ਼ੇ ਕੁਰਾਨ ਕਰਵਾਇਆ ਗਿਆ ਜਿਸ ਵਿੱਚ 7 ਬੱਚਿਆਂ ਨੇ ਪਵਿੱਤਰ ਕੁਰਾਨ ਮੁਕੰਮਲ ਕੀਤਾ ਅਤੇ 21 ਬੱਚਿਆਂ ਨੇ ਨਾਜ਼ਰਾ ਕੁਰਾਨ ਮੁਕੰਮਲ ਕੀਤਾ। ਇਸ ਸਮਾਗਮ ਵਿੱਚ ਇਲਾਕੇ ਦੇ ਪਤਵੰਤੇ ਸੱਜਣਾਂ ਨੇ ਸ਼ਿਰਕਤ ਕੀਤੀ। ਸਾਹਿਬਜ਼ਾਦਾ ਨਦੀਮ ਅਨਵਾਰ ਖਾਂ ਨੇ ਕਿਹਾ ਕਿ ਬੱਚੇ ਕੌਮ ਦਾ ਭਵਿੱਖ ਹਨ, ਸਾਨੂੰ ਇੰਨ੍ਹਾਂ ਦੀ ਤਰਬੀਅਤ ਅਤੇ ਸਿੱਖਿਆ ਤੇ ਜ਼ੋਰ ਦੇਣਾ ਚਾਹੀਦਾ ਹੈ। ਉਹਨਾਂ ਕਿਹਾ ਕਿ ਅੱਜ ਦੀਨ ਇਸਲਾਮ ਦੇ ਉਸੂਲਾਂ ਉੱਤੇ ਚੱਲਣ ਦੀ ਲੋੜ ਹੈ। ਅੰਤ ਵਿੱਚ ਆਏ ਸਾਰੇ ਮਹਿਮਾਨਾਂ ਦਾ ਸ਼ੁਕਰੀਆ ਅਦਾ ਕੀਤਾ।: [596, 702, 716, 853]
story-delhi: [720, 53, 945, 343]
photo: [210, 1270, 500, 1430]
headline: ਗੋਬਿੰਦਗੜ੍ਹ ਪਬਲਿਕ ਕਾਲਜ ਨੇ ਕੈਨੇਡੀਅਨ ਸਿੱਖਿਆ ਅਤੇ ਜੀ.ਐਨ.ਆਈ. ਬਾਰੇ ਸੈਮੀਨਾਰ ਕਰਵਾਇਆ: [729, 610, 936, 636]
headline: ਸੀ. ਬੀ. ਐਸ. ਸੀ. ਬੋਰਡ ਦੀਆਂ ਦਸਵੀਂ, ਬਾਰ੍ਹਵੀਂ ਜਮਾਤ ਦੀਆਂ ਪ੍ਰੀਖਿਆਵਾਂ 4 ਅਪ੍ਰੈਲ ਤੱਕ ਚੱਲਣਗੀਆਂ: [19, 56, 209, 101]
article-body: ਨਿਹਾਲ ਸਿੰਘ ਵਾਲਾ, 17 ਫਰਵਰੀ (ਗੁਰਦੀਪ ਗਾਲਿਬ)- ਜ਼ਿਲ੍ਹਾ ਸਿੱਖਿਆ ਅਫ਼ਸਰ ਮੋਗਾ ਦੀ ਯੋਗ ਅਗਵਾਈ ਹੇਠ ਸਮੱਗਰ ਸਿੱਖਿਆ ਅਭਿਆਨ ਤਹਿਤ ਦਿਵਿਆਂਗ ਬੱਚਿਆਂ ਲਈ ਬਲਾਕ ਪੱਧਰੀ ਸਹਾਇਤਾ ਉਪਕਰਨ ਵੰਡ ਕੈਂਪ ਲਗਾਇਆ ਗਿਆ। ਇਸ ਕੈਂਪ ਵਿੱਚ ਬੱਚਿਆਂ ਨੂੰ ਵ੍ਹੀਲ ਚੇਅਰ, ਟਰਾਈਸਾਈਕਲ, ਕੰਨਾਂ ਦੀਆਂ ਮਸ਼ੀਨਾਂ ਅਤੇ ਹੋਰ ਉਪਕਰਨ ਵੰਡੇ ਗਏ। ਇਸ ਮੌਕੇ ਸਕੂਲ ਮੁਖੀ, ਅਧਿਆਪਕ ਅਤੇ ਮਾਪੇ ਹਾਜ਼ਰ ਸਨ।: [4, 768, 224, 829]
strapline: ☛ ਬੱਚੇ ਕੌਮ ਦਾ ਭਵਿੱਖ ਹਨ, ਸਾਨੂੰ ਇੰਨ੍ਹਾਂ ਦੀ ਤਰਬੀਅਤ ਅਤੇ ਸਿੱਖਿਆ ਤੇ ਜ਼ੋਰ ਦੇਣਾ ਚਾਹੀਦਾ : ਸਾਹਿਬਜ਼ਾਦਾ ਨਦੀਮ ਅਨਵਾਰ ਖਾਂ: [232, 659, 716, 675]
strapline: ਬੀਬੀ ਰਣਜੀਤ ਕੌਰ "ਪਦਮ ਸ਼੍ਰੀ" ਪੁਰਸਕਾਰ ਦੇਣ ਦੀ ਮੰਗ: [4, 1237, 712, 1253]
photo: [2, 372, 234, 497]
photo: [724, 1215, 941, 1335]
article-body-side: ਬੱਧਨੀ ਕਲਾਂ 17 ਫਰਵਰੀ (ਹਰਜਸ਼ਨ ਬਾਵਰੀਆ)- ਸੀਨੀਅਰ ਪੁਲਿਸ ਕਪਤਾਨ ਮੋਗਾ ਅਜੈ ਗਾਂਧੀ ਵੱਲੋਂ ਮਾੜੇ ਅਨਸਰਾਂ ਖ਼ਿਲਾਫ਼ ਚਲਾਈ ਮੁਹਿੰਮ ਤਹਿਤ ਥਾਣਾ ਬੱਧਨੀ ਕਲਾਂ ਦੀ ਪੁਲਿਸ ਨੇ ਅੰਨੇ ਕਤਲ ਦੀ ਗੁੱਥੀ ਸੁਲਝਾ ਕੇ ਦੋਸ਼ੀ ਨੂੰ ਗ੍ਰਿਫ਼ਤਾਰ ਕੀਤਾ ਹੈ। 16/02/2025 ਨੂੰ ਇੰਸਪੈਕਟਰ ਗੁਰਮੇਲ ਸਿੰਘ ਮੁੱਖ ਅਫ਼ਸਰ ਥਾਣਾ ਬੱਧਨੀ ਕਲਾਂ ਪਾਸ ਇਤਲਾਹ ਮਿਲੀ ਕਿ ਮ੍ਰਿਤਕ ਦੀ ਲਾਸ਼ ਖੇਤਾਂ ਵਿੱਚ ਪਈ ਹੈ। ਪੁਲਿਸ ਨੇ ਤਕਨੀਕੀ ਢੰਗ ਨਾਲ ਤਫ਼ਤੀਸ਼ ਕਰਦਿਆਂ ਦੋਸ਼ੀ ਨੂੰ ਕਾਬੂ ਕਰ ਲਿਆ। ਮੁਕੱਦਮਾ ਨੰਬਰ 08 ਮਿਤੀ 15/08/2021 ਧਾਰਾ 103 ਬੀ.ਐਨ.ਐਸ ਤਹਿਤ ਦਰਜ ਕੀਤਾ ਗਿਆ ਹੈ।: [828, 372, 943, 513]
strapline: ਵਧੀਕ ਜ਼ਿਲ੍ਹਾ ਮੈਜਿਸਟ੍ਰੇਟ ਨੇ ਪ੍ਰੀਖਿਆ ਕੇਂਦਰਾਂ ਦੁਆਲੇ ਲਗਾਈ ਧਾਰਾ 144: [4, 106, 224, 138]
headline: ਨਜਾਇਜ਼ ਸਬੰਧਾਂ ਦੇ ਚਲਦੇ ਸੁਪਾਰੀ ਦੇ ਕੇ ਪਤੀ ਨੇ ਹੀ ਕਰਵਾਈ ਸੀ ਪਤਨੀ ਦੀ ਹੱਤਿਆ: [235, 54, 713, 73]
photo: [558, 372, 823, 522]
article-body: ਮੰਡੀ ਗੋਬਿੰਦਗੜ੍ਹ, 17 ਫਰਵਰੀ (ਜਸਵਿੰਦਰ ਸਿੰਘ ਫਤਹਪੁਰ)- ਪੰਜਾਬ ਯੂਨੀਵਰਸਿਟੀ ਚੰਡੀਗੜ੍ਹ ਤੋਂ ਮਾਨਤਾ ਪ੍ਰਾਪਤ ਗੋਬਿੰਦਗੜ੍ਹ ਪਬਲਿਕ ਕਾਲਜ, ਅਲੌੜ, ਖੰਨਾ ਵੱਲੋਂ ਕੈਨੇਡੀਅਨ ਸਿੱਖਿਆ ਅਤੇ ਜੀ.ਐਨ.ਆਈ. ਬਾਰੇ ਇੱਕ ਜਾਣਕਾਰੀ ਭਰਪੂਰ ਸੈਮੀਨਾਰ ਕਰਵਾਇਆ ਗਿਆ। ਇਸ ਸਮਾਗਮ ਵਿੱਚ ਕਾਲਜ ਦੇ ਵਿਦਿਆਰਥੀਆਂ ਅਤੇ ਸਟਾਫ਼ ਨੇ ਭਾਗ ਲਿਆ।: [724, 744, 941, 794]
photo: [4, 655, 224, 765]
headline: ਪੰਜਾਬੀ ਲਿਖਾਰੀ ਸਭਾ ਮੰਡੀ ਗੋਬਿੰਦਗੜ੍ਹ ਦੀ ਮਾਸਿਕ ਇਕੱਤਰਤਾ 'ਚ ਚੱਲਿਆਂ ਰਚਨਾਵਾਂ ਦਾ ਦੌਰ: [727, 885, 938, 913]
photo: [724, 918, 941, 1008]
article-body: ਨਵੀਂ ਦਿੱਲੀ 17 ਫਰਵਰੀ (ਮਨਪ੍ਰੀਤ ਸਿੰਘ ਖਾਲਸਾ)- ਦਿੱਲੀ ਸਿੱਖ ਗੁਰਦੁਆਰਾ ਪ੍ਰਬੰਧਕ ਕਮੇਟੀ ਦੇ ਸਰਕਾਰੀ ਪ੍ਰਧਾਨ ਹਰਮੀਤ ਸਿੰਘ ਕਾਲਕਾ ਵੱਲੋਂ ਅੱਜ ਇੰਡੀਅਨ ਪ੍ਰਬੰਧਕ ਕਾਨਫਰੰਸ ਦੇ ਨਾਮ ਤੇ ਇਕੱਠ ਕੀਤਾ ਗਿਆ ਹੈ। ਇਹ ਕੋਈ ਪੰਥਕ ਕਾਨਫਰੰਸ ਨਹੀਂ ਸਗੋਂ ਸਰਕਾਰੀ ਸ਼ਹਿ ਪ੍ਰਾਪਤ ਇੱਕ ਇਕੱਠ ਹੈ ਜਿਸ ਦਾ ਮਕਸਦ ਸ਼੍ਰੋਮਣੀ ਕਮੇਟੀ ਅਤੇ ਪੰਥਕ ਸੰਸਥਾਵਾਂ ਨੂੰ ਕਮਜ਼ੋਰ ਕਰਨਾ ਹੈ। ਜਿਹੜਾ ਬਹੁਤ ਹੀ ਸਰਕਾਰੀ ਸਰਪ੍ਰਸਤੀ ਨਾਲ ਪੰਥ ਦੀਆਂ ਜੜ੍ਹਾਂ 'ਚ ਤੇਲ ਦੇਣਾ ਚਾਹੁੰਦਾ ਹੈ। ਇਹ ਸ਼ਬਦ ਯੂਥ ਅਕਾਲੀ ਦਲ ਦਿੱਲੀ ਦੇ ਪ੍ਰਧਾਨ ਨੇ ਕਹੇ। ਸਰਕਾਰੀ ਹਾਂ ਤੇ ਪੰਥ ਨਾਲ ਸਾਂਝੀ ਕੋਈ ਗੱਲ ਨਹੀਂ।: [724, 105, 941, 237]
story-murder: [232, 53, 716, 343]
headline: ਅਰੋੜਾ ਮਹਾਂਸਭਾ ਵੱਲੋਂ ਪ੍ਰਭਾਵਸ਼ਾਲੀ ਸਮਾਗਮ ਦੌਰਾਨ ਹਰੀਸ਼ ਟੁਟੇਜਾ ਦਾ ਵਿਸ਼ੇਸ਼ ਸਨਮਾਨ: [236, 899, 712, 917]
article-body: ਡੇਰਾਬੱਸੀ, 17 ਫਰਵਰੀ (ਗੁਰਜੀਤ ਸਿੰਘ ਸੋਨੀ)- ਹਲਕਾ ਡੇਰਾਬੱਸੀ ਦੇ ਵਿਧਾਇਕ ਕੁਲਜੀਤ ਸਿੰਘ ਰੰਧਾਵਾ ਨੇ ਬਲਾਕ ਡੇਰਾਬੱਸੀ ਦੇ ਵੱਖ-ਵੱਖ ਪਿੰਡਾਂ ਦੇ ਵਿਕਾਸ ਲਈ ਇੰਡਸਟਰੀਅਲ ਕਲਸਟਰ ਡਿਵੈਲਪਮੈਂਟ ਪ੍ਰੋਗਰਾਮ ਅਧੀਨ ਮਗਨਰੇਗਾ ਤਹਿਤ ਕੀਤੇ ਜਾਣ ਵਾਲੇ ਕੰਮਾਂ ਦਾ ਨੀਂਹ ਪੱਥਰ ਰੱਖਿਆ। ਉਨ੍ਹਾਂ ਦੱਸਿਆ ਕਿ ਪਿੰਡ ਮੁਬਾਰਿਕਪੁਰ ਵਿਖੇ 13 ਲੱਖ 35 ਹਜ਼ਾਰ ਦੀ ਲਾਗਤ ਨਾਲ ਖੇਡ ਮੈਦਾਨ, ਪਿੰਡ ਬਹੋੜਾ ਵਿੱਚ 9 ਲੱਖ 84 ਹਜ਼ਾਰ ਦੀ ਲਾਗਤ ਨਾਲ ਪਾਰਕ ਅਤੇ ਪਿੰਡ ਜਨੇਤਪੁਰ 15 ਲੱਖ ਦੀ ਲਾਗਤ ਨਾਲ ਕਮਿਊਨਿਟੀ ਸੈਂਟਰ ਦੀ ਉਸਾਰੀ ਦਾ ਕੰਮ ਸ਼ੁਰੂ ਕੀਤਾ ਗਿਆ ਹੈ। ਮੁਲਾਜ਼ਮਾਂ ਅਤੇ ਲੋਕਾਂ ਨੂੰ ਜੀਵਨ ਪੱਧਰ ਉੱਚਾ ਚੁੱਕਣ ਲਈ ਸਰਕਾਰ ਵਚਨਬੱਧ ਹੈ। ਇਸ ਮੌਕੇ ਬਲਾਕ ਵਿਕਾਸ ਅਤੇ ਪੰਚਾਇਤ ਅਫ਼ਸਰ, ਸਰਪੰਚ, ਪੰਚ ਅਤੇ ਪਿੰਡ ਵਾਸੀ ਹਾਜ਼ਰ ਸਨ।: [2, 501, 234, 591]
headline: ਪੀਆਰਟੀਸੀ ਮੁਲਾਜਮ ਜਥੇਬੰਦੀ ਦੀ ਟਰਾਂਸਪੋਰਟ ਮੰਤਰੀ ਅਤੇ ਸੈਕਟਰੀ ਨਾਲ ਅਹਿਮ ਵਿਚਾਰ ਚਰਚਾ ਹੋਈ: [13, 885, 215, 926]
headline: ਸਿੱਖਿਆ ਅਭਿਆਨ ਆਈ ਈ ਡੀ ਵੱਲੋਂ ਦਿਵਿਆਂਗ ਬੱਚਿਆਂ ਦਾ ਬਲਾਕ ਪੱਧਰੀ ਸਹਾਇਤਾ ਉਪਕਰਨ ਵੰਡ ਕੈਂਪ ਲਗਾਇਆ: [9, 610, 219, 651]
story-gobindgarh: [720, 607, 945, 879]
article-body: ਲੁਧਿਆਣਾ 17 ਫਰਵਰੀ (ਰਾਜਵੀਰ ਸਿੰਘ ਆਹੂਜਾ)- ਅੱਜ ਅਰੋੜਾ ਮਹਾਂਸਭਾ ਵੱਲੋਂ ਜ਼ਿਲ੍ਹਾ ਲੁਧਿਆਣਾ ਦੇ ਅਹੁਦੇਦਾਰਾਂ ਦਾ ਸਮਾਗਮ ਕਰਵਾਇਆ ਗਿਆ ਜਿਸ ਵਿੱਚ ਹਰੀਸ਼ ਟੁਟੇਜਾ ਦਾ ਵਿਸ਼ੇਸ਼ ਸਨਮਾਨ ਕੀਤਾ ਗਿਆ। ਸਮਾਗਮ ਦੌਰਾਨ ਬੁਲਾਰਿਆਂ ਨੇ ਸਮਾਜ ਦੀ ਏਕਤਾ ਅਤੇ ਭਲਾਈ ਦੇ ਕੰਮਾਂ ਉੱਤੇ ਜ਼ੋਰ ਦਿੱਤਾ। ਇਸ ਮੌਕੇ ਮਹਾਂਸਭਾ ਦੇ ਪ੍ਰਧਾਨ ਅਤੇ ਹੋਰ ਅਹੁਦੇਦਾਰਾਂ ਨੇ ਆਏ ਮਹਿਮਾਨਾਂ ਦਾ ਧੰਨਵਾਦ ਕੀਤਾ ਅਤੇ ਭਵਿੱਖ ਵਿੱਚ ਵੀ ਅਜਿਹੇ ਸਮਾਗਮ ਕਰਵਾਉਣ ਦਾ ਐਲਾਨ ਕੀਤਾ।: [232, 1039, 468, 1099]
headline: ਪਿੰਡ ਸੰਘੈਣ ਵਿਖੇ ਸਥਿਤ ਮਦੱਰਸਤਾ ਦਾਰੁਲ ਉਲੂਮ ਮਹਿਮੂਦੀਆ ਦਾ ਸਲਾਨਾ ਜਲਸਾ, ਦਸਤਾਰਬੰਦੀ ਹਾਫਿਜ਼ੇ ਕੁਰਾਨ ਕਰਵਾਇਆ ਗਿਆ: [254, 608, 694, 655]
